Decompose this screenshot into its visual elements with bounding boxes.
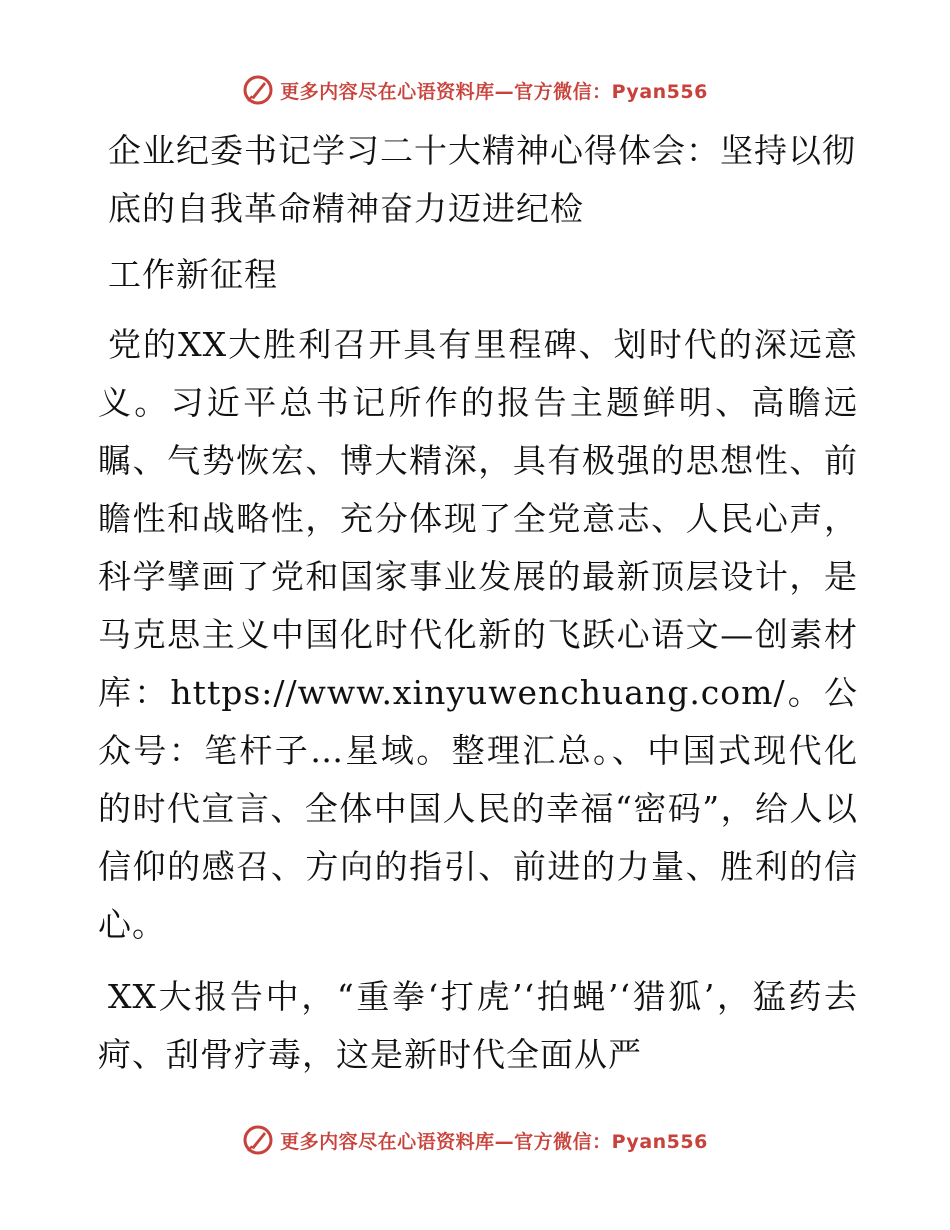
quill-logo-icon <box>242 74 274 106</box>
banner-text: 更多内容尽在心语资料库—官方微信：Pyan556 <box>280 1130 708 1153</box>
quill-logo-icon <box>242 1124 274 1156</box>
document-subtitle: 工作新征程 <box>108 255 278 294</box>
banner-text: 更多内容尽在心语资料库—官方微信：Pyan556 <box>280 80 708 103</box>
paragraph: XX大报告中，“重拳‘打虎’‘拍蝇’‘猎狐’，猛药去疴、刮骨疗毒，这是新时代全面从严 <box>98 977 858 1074</box>
document-body <box>98 122 858 1084</box>
paragraph: 党的XX大胜利召开具有里程碑、划时代的深远意义。习近平总书记所作的报告主题鲜明、高瞻远瞩、气势恢宏、博大精深，具有极强的思想性、前瞻性和战略性，充分体现了全党意志、人民心声，科学擘画了党和国家事业发展的最新顶层设计，是马克思主义中国化时代化新的飞跃心语文—创素材库：https://www.xinyuwenchuang.com/。公众号：笔杆子…星域。整理汇总。、中国式现代化的时代宣言、全体中国人民的幸福“密码”，给人以信仰的感召、方向的指引、前进的力量、胜利的信心。 <box>98 325 858 944</box>
document-title: 企业纪委书记学习二十大精神心得体会：坚持以彻底的自我革命精神奋力迈进纪检 <box>108 131 856 228</box>
header-banner <box>0 70 950 110</box>
footer-banner <box>0 1120 950 1160</box>
